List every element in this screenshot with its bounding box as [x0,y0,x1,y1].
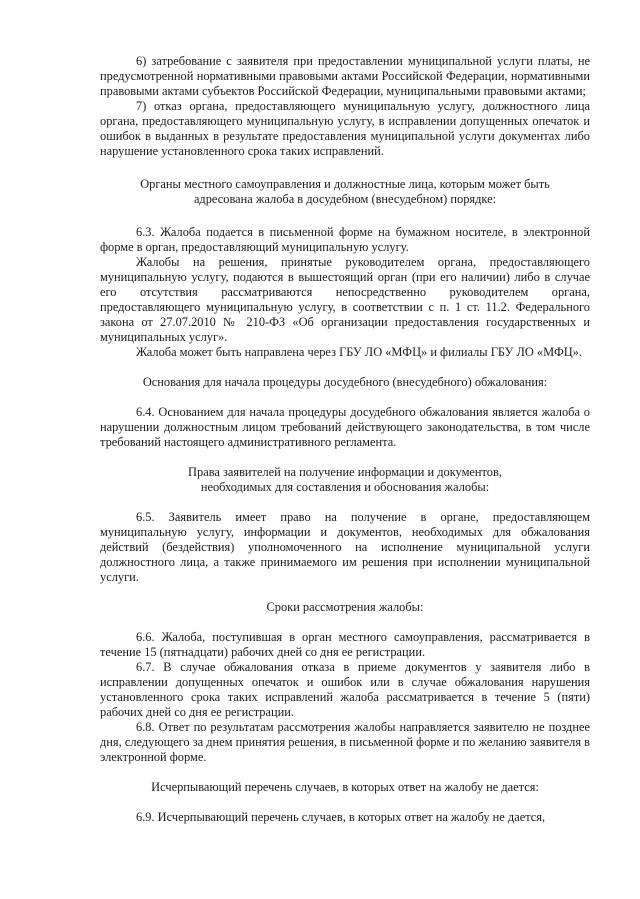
section-heading-rights-line1: Права заявителей на получение информации и документов, [188,465,502,479]
clause-6-3-paragraph: 6.3. Жалоба подается в письменной форме на бумажном носителе, в электронной форме в орган, предоставляющий муниципальную услугу. [100,225,590,254]
clause-6-6-paragraph: 6.6. Жалоба, поступившая в орган местного самоуправления, рассматривается в течение 15 (пятнадцати) рабочих дней со дня ее регистрации. [100,630,590,659]
section-heading-bodies-line2: адресована жалоба в досудебном (внесудебном) порядке: [193,192,497,206]
clause-6-8-paragraph: 6.8. Ответ по результатам рассмотрения жалобы направляется заявителю не позднее дня, следующего за днем принятия решения, в письменной форме и по желанию заявителя в электронной форме. [100,720,590,764]
section-heading-bodies-line1: Органы местного самоуправления и должностные лица, которым может быть [140,177,550,191]
complaints-decisions-paragraph: Жалобы на решения, принятые руководителем органа, предоставляющего муниципальную услугу, подаются в вышестоящий орган (при его наличии) либо в случае его отсутствия рассматриваются непосредственно руководителем органа, предоставляющего муниципальную услугу, в соответствии с п. 1 ст. 11.2. Федерального закона от 27.07.2010 № 210-ФЗ «Об организации предоставления государственных и муниципальных услуг». [100,255,590,344]
section-heading-no-answer: Исчерпывающий перечень случаев, в которых ответ на жалобу не дается: [151,780,539,794]
document-body [100,54,590,825]
mfc-paragraph: Жалоба может быть направлена через ГБУ ЛО «МФЦ» и филиалы ГБУ ЛО «МФЦ». [136,345,582,359]
clause-6-7-paragraph: 6.7. В случае обжалования отказа в приеме документов у заявителя либо в исправлении допущенных опечаток и ошибок или в случае обжалования нарушения установленного срока таких исправлений жалоба рассматривается в течение 5 (пяти) рабочих дней со дня ее регистрации. [100,660,590,719]
clause-6-9-paragraph: 6.9. Исчерпывающий перечень случаев, в которых ответ на жалобу не дается, [136,810,546,824]
item-6-paragraph: 6) затребование с заявителя при предоставлении муниципальной услуги платы, не предусмотренной нормативными правовыми актами Российской Федерации, нормативными правовыми актами субъектов Российской Федерации, муниципальными правовыми актами; [100,54,590,98]
section-heading-grounds: Основания для начала процедуры досудебного (внесудебного) обжалования: [142,375,548,389]
clause-6-5-paragraph: 6.5. Заявитель имеет право на получение в органе, предоставляющем муниципальную услугу, информации и документов, необходимых для обжалования действий (бездействия) уполномоченного на исполнение муниципальной услуги должностного лица, а также принимаемого им решения при исполнении муниципальной услуги. [100,510,590,584]
clause-6-4-paragraph: 6.4. Основанием для начала процедуры досудебного обжалования является жалоба о нарушении должностным лицом требований действующего законодательства, в том числе требований настоящего административного регламента. [100,405,590,449]
section-heading-rights-line2: необходимых для составления и обоснования жалобы: [200,480,490,494]
item-7-paragraph: 7) отказ органа, предоставляющего муниципальную услугу, должностного лица органа, предоставляющего муниципальную услугу, в исправлении допущенных опечаток и ошибок в выданных в результате предоставления муниципальной услуги документах либо нарушение установленного срока таких исправлений. [100,99,590,158]
section-heading-terms: Сроки рассмотрения жалобы: [266,600,424,614]
